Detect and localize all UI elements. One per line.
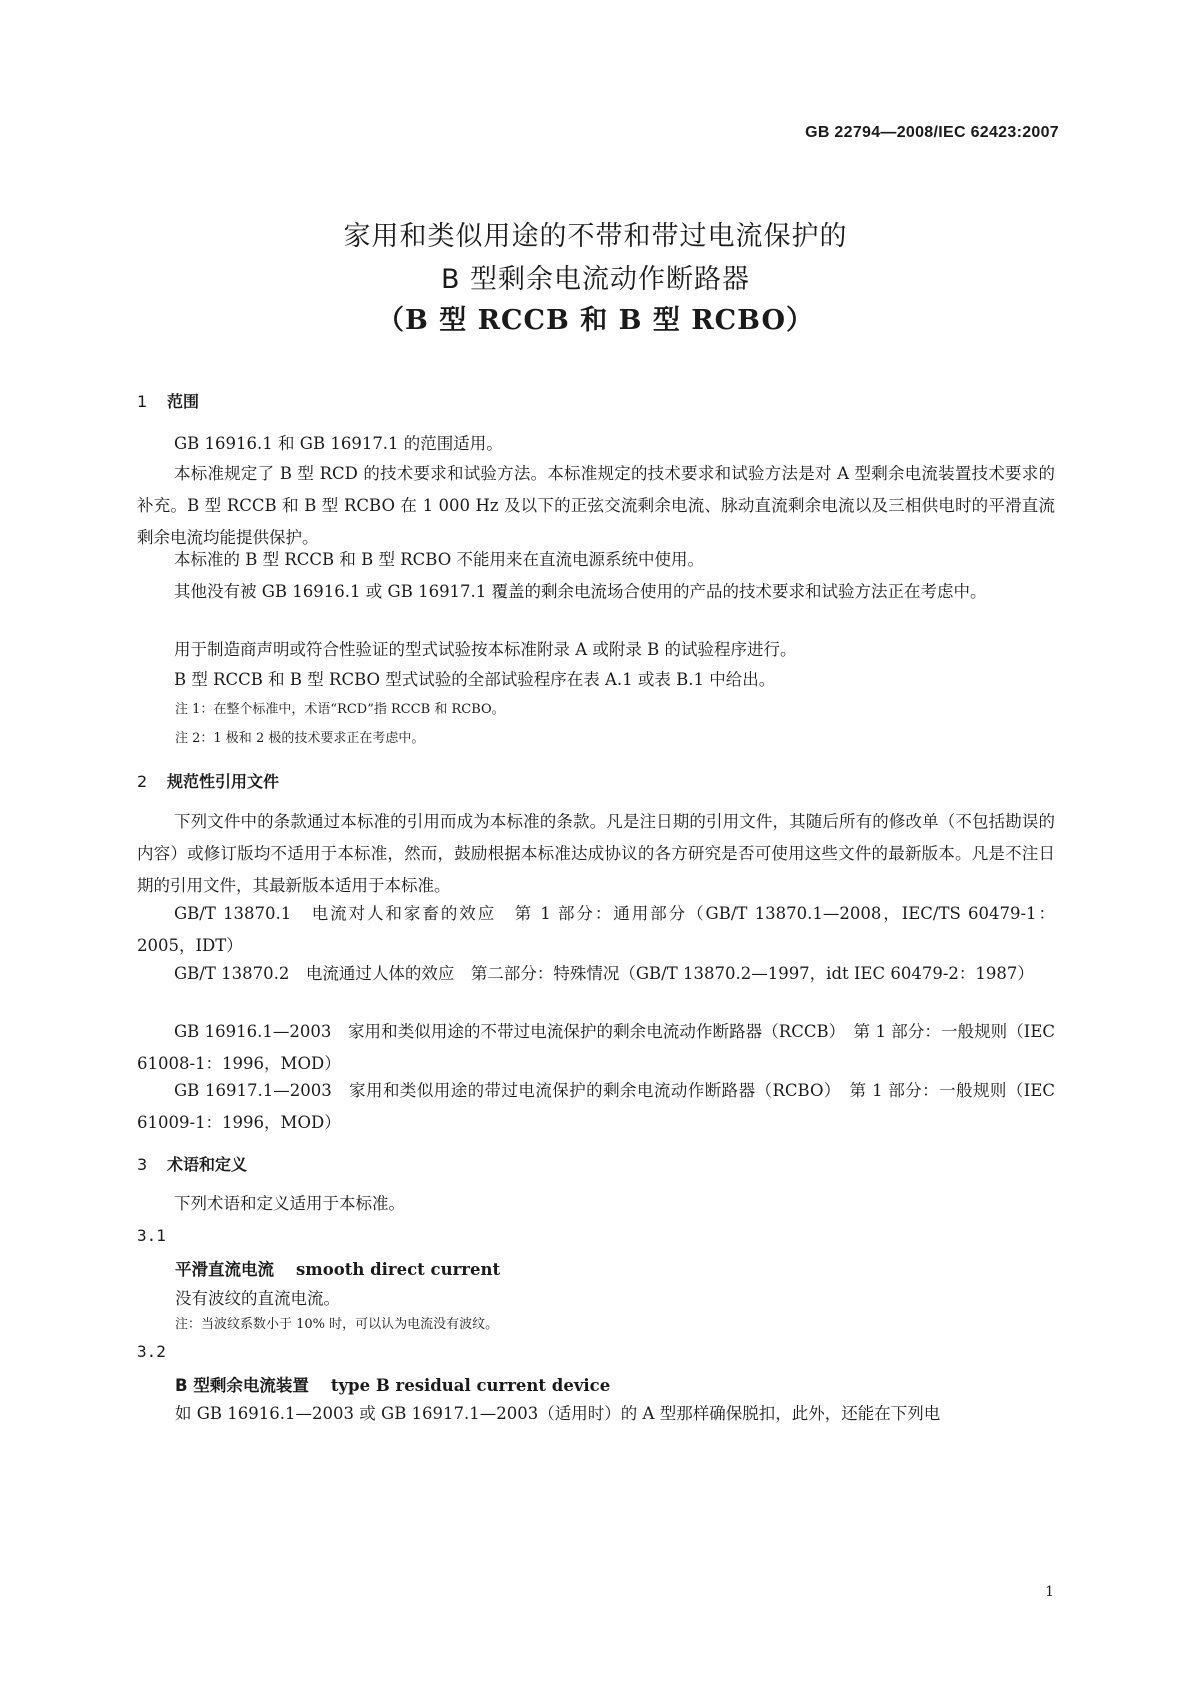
reference-entry: GB/T 13870.2 电流通过人体的效应 第二部分：特殊情况（GB/T 13870.2—1997，idt IEC 60479-2：1987） [174, 964, 1034, 983]
page-number: 1 [1045, 1584, 1054, 1600]
paragraph: GB 16916.1 和 GB 16917.1 的范围适用。 [174, 434, 503, 453]
clause-number: 3.1 [137, 1226, 166, 1245]
paragraph: 其他没有被 GB 16916.1 或 GB 16917.1 覆盖的剩余电流场合使用的产品的技术要求和试验方法正在考虑中。 [174, 582, 987, 601]
note: 注 1：在整个标准中，术语“RCD”指 RCCB 和 RCBO。 [175, 702, 505, 717]
paragraph: 用于制造商声明或符合性验证的型式试验按本标准附录 A 或附录 B 的试验程序进行。 [174, 640, 797, 659]
paragraph: 本标准的 B 型 RCCB 和 B 型 RCBO 不能用来在直流电源系统中使用。 [174, 550, 705, 569]
section-number: 1 [137, 392, 148, 411]
section-1-heading [137, 389, 199, 412]
title-line-3: （B 型 RCCB 和 B 型 RCBO） [376, 305, 815, 336]
term-chinese: B 型剩余电流装置 [175, 1376, 309, 1395]
term-english: smooth direct current [296, 1260, 501, 1279]
term-definition: 没有波纹的直流电流。 [175, 1289, 340, 1308]
term-entry [175, 1372, 610, 1396]
section-number: 3 [137, 1155, 148, 1174]
section-title: 术语和定义 [167, 1155, 248, 1174]
paragraph: B 型 RCCB 和 B 型 RCBO 型式试验的全部试验程序在表 A.1 或表 B.1 中给出。 [174, 670, 776, 689]
term-entry [175, 1256, 500, 1280]
section-number: 2 [137, 772, 148, 791]
paragraph: 本标准规定了 B 型 RCD 的技术要求和试验方法。本标准规定的技术要求和试验方法是对 A 型剩余电流装置技术要求的补充。B 型 RCCB 和 B 型 RCBO 在 1 000 Hz 及以下的正弦交流剩余电流、脉动直流剩余电流以及三相供电时的平滑直流剩余电流均能提供保护。 [137, 464, 1055, 547]
note: 注：当波纹系数小于 10% 时，可以认为电流没有波纹。 [175, 1317, 499, 1332]
title-line-2: B 型剩余电流动作断路器 [440, 264, 751, 295]
paragraph: 下列术语和定义适用于本标准。 [174, 1194, 405, 1213]
reference-entry: GB/T 13870.1 电流对人和家畜的效应 第 1 部分：通用部分（GB/T 13870.1—2008，IEC/TS 60479-1：2005，IDT） [137, 904, 1055, 955]
term-chinese: 平滑直流电流 [175, 1260, 274, 1279]
paragraph: 下列文件中的条款通过本标准的引用而成为本标准的条款。凡是注日期的引用文件，其随后所有的修改单（不包括勘误的内容）或修订版均不适用于本标准，然而，鼓励根据本标准达成协议的各方研究是否可使用这些文件的最新版本。凡是不注日期的引用文件，其最新版本适用于本标准。 [137, 812, 1055, 895]
standard-code: GB 22794—2008/IEC 62423:2007 [805, 124, 1059, 141]
clause-number: 3.2 [137, 1342, 166, 1361]
section-title: 规范性引用文件 [167, 772, 280, 791]
section-title: 范围 [167, 392, 200, 411]
section-3-heading [137, 1152, 247, 1175]
term-english: type B residual current device [330, 1376, 611, 1395]
note: 注 2：1 极和 2 极的技术要求正在考虑中。 [175, 731, 425, 746]
reference-entry: GB 16916.1—2003 家用和类似用途的不带过电流保护的剩余电流动作断路器（RCCB） 第 1 部分：一般规则（IEC 61008-1：1996，MOD） [137, 1022, 1055, 1073]
term-definition: 如 GB 16916.1—2003 或 GB 16917.1—2003（适用时）的 A 型那样确保脱扣，此外，还能在下列电 [175, 1404, 941, 1423]
reference-entry: GB 16917.1—2003 家用和类似用途的带过电流保护的剩余电流动作断路器（RCBO） 第 1 部分：一般规则（IEC 61009-1：1996，MOD） [137, 1081, 1055, 1132]
section-2-heading [137, 769, 279, 792]
title-line-1: 家用和类似用途的不带和带过电流保护的 [343, 221, 848, 252]
